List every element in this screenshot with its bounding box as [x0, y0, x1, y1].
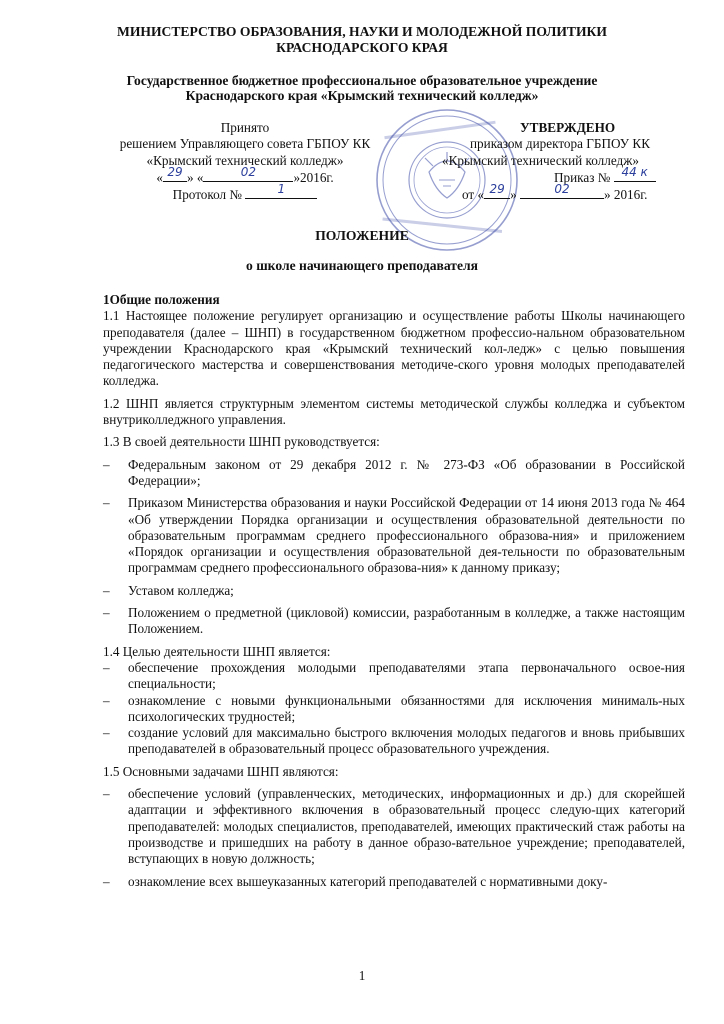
- council-decision-text: решением Управляющего совета ГБПОУ КК: [119, 136, 371, 152]
- list-item: – Приказом Министерства образования и науки Российской Федерации от 14 июня 2013 года № 464 «Об утверждении Порядка организации и осуществления образовательной деятельности по образовательным программам среднего профессионального образова-ния» и приложением «Порядок организации и осуществления образовательной дея-тельности по образовательным программам среднего профессионального образова-ния» к данному приказу;: [103, 495, 685, 576]
- day-field-left: 29: [163, 169, 187, 182]
- ministry-header: [0, 24, 724, 56]
- ministry-line-2: КРАСНОДАРСКОГО КРАЯ: [276, 40, 448, 55]
- paragraph-1-2: 1.2 ШНП является структурным элементом системы методической службы колледжа и субъектом внутриколледжного управления.: [103, 395, 685, 428]
- college-name-right: «Крымский технический колледж»: [442, 152, 639, 168]
- list-item: – ознакомление всех вышеуказанных категорий преподавателей с нормативными доку-: [103, 873, 608, 889]
- list-item: – создание условий для максимально быстрого включения молодых педагогов и вновь прибывших преподавателей в образовательный процесс образовательного учреждения.: [103, 725, 685, 757]
- paragraph-1-4: 1.4 Целью деятельности ШНП является:: [103, 643, 331, 659]
- list-item: – ознакомление с новыми функциональными обязанностями для исключения минималь-ных психологических трудностей;: [103, 692, 685, 724]
- ministry-line-1: МИНИСТЕРСТВО ОБРАЗОВАНИЯ, НАУКИ И МОЛОДЕЖНОЙ ПОЛИТИКИ: [117, 24, 607, 39]
- approved-label: УТВЕРЖДЕНО: [520, 120, 616, 135]
- document-title: ПОЛОЖЕНИЕ: [315, 228, 409, 243]
- list-item: – обеспечение прохождения молодыми преподавателями этапа первоначального освое-ния специальности;: [103, 659, 685, 692]
- order-number-line: Приказ № 44 к: [442, 169, 692, 186]
- paragraph-1-3: 1.3 В своей деятельности ШНП руководствуется:: [103, 434, 380, 450]
- list-item: – Положением о предметной (цикловой) комиссии, разработанным в колледже, а также настоящим Положением.: [103, 605, 685, 637]
- document-body: [103, 292, 685, 890]
- approval-left-block: [110, 120, 380, 203]
- month-field-right: 02: [520, 186, 604, 199]
- section-heading: 1Общие положения: [103, 292, 220, 307]
- institution-header: [0, 73, 724, 103]
- protocol-line: Протокол № 1: [110, 186, 380, 203]
- list-item: – Федеральным законом от 29 декабря 2012 г. № 273-ФЗ «Об образовании в Российской Федерации»;: [103, 456, 685, 488]
- accepted-label: Принято: [220, 120, 270, 135]
- director-order-text: приказом директора ГБПОУ КК: [470, 136, 650, 152]
- protocol-number-field: 1: [245, 186, 317, 199]
- institution-line-2: Краснодарского края «Крымский технический колледж»: [185, 88, 539, 103]
- list-item: – обеспечение условий (управленческих, методических, информационных и др.) для скорейшей адаптации и эффективного включения в образовательный процесс следую-щих категорий преподавателей: молодых специалистов, преподавателей, имеющих практический стаж работы на производстве и пришедших на работу в данное образо-вательное учреждение; преподавателей, вступающих в новую должность;: [103, 786, 685, 867]
- paragraph-1-1: 1.1 Настоящее положение регулирует организацию и осуществление работы Школы начинающего преподавателя (далее – ШНП) в государственном бюджетном профессио-нальном образовательном учреждении Краснодарского края «Крымский технический кол-ледж» с целью повышения педагогического мастерства и совершенствования методиче-ского уровня молодых преподавателей колледжа.: [103, 308, 685, 389]
- order-date-line: от « 29 » 02 » 2016г.: [462, 181, 648, 203]
- list-item: – Уставом колледжа;: [103, 582, 234, 598]
- institution-line-1: Государственное бюджетное профессиональное образовательное учреждение: [126, 73, 598, 88]
- approval-right-block: [442, 120, 692, 203]
- document-subtitle: о школе начинающего преподавателя: [246, 258, 478, 273]
- day-field-right: 29: [484, 186, 510, 199]
- paragraph-1-5: 1.5 Основными задачами ШНП являются:: [103, 763, 339, 779]
- college-name-left: «Крымский технический колледж»: [146, 152, 344, 168]
- accepted-date-line: « 29 » « 02 »2016г.: [156, 164, 334, 185]
- month-field-left: 02: [203, 169, 293, 182]
- page-number: 1: [358, 968, 366, 983]
- order-number-field: 44 к: [614, 169, 656, 182]
